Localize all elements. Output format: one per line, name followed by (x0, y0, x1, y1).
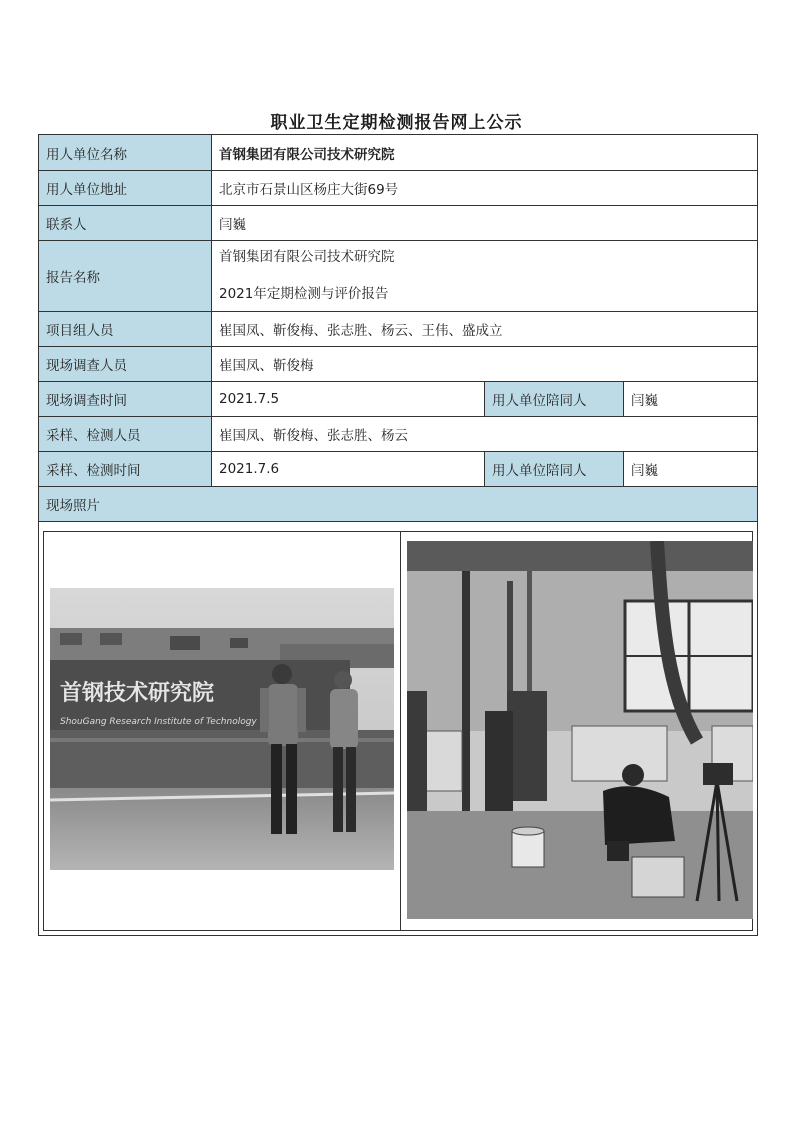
photo-sampling-site (407, 541, 753, 919)
survey-staff-label: 现场调查人员 (39, 347, 212, 382)
project-members-value: 崔国凤、靳俊梅、张志胜、杨云、王伟、盛成立 (212, 312, 758, 347)
survey-escort-value: 闫巍 (624, 382, 758, 417)
project-members-label: 项目组人员 (39, 312, 212, 347)
contact-value: 闫巍 (212, 206, 758, 241)
employer-address-value: 北京市石景山区杨庄大街69号 (212, 171, 758, 206)
photo-entrance-sign (50, 588, 394, 870)
sign-subtext: ShouGang Research Institute of Technology (60, 717, 257, 727)
photos-cell (39, 522, 758, 936)
row-survey-staff (39, 347, 758, 382)
survey-time-label: 现场调查时间 (39, 382, 212, 417)
report-name-value (212, 241, 758, 312)
employer-name-label: 用人单位名称 (39, 135, 212, 171)
photo-right-panel (401, 532, 752, 930)
row-photos-header (39, 487, 758, 522)
row-employer-name (39, 135, 758, 171)
report-name-label: 报告名称 (39, 241, 212, 312)
photos-frame (43, 531, 753, 931)
survey-staff-value: 崔国凤、靳俊梅 (212, 347, 758, 382)
survey-escort-label: 用人单位陪同人 (485, 382, 624, 417)
row-survey-time (39, 382, 758, 417)
survey-time-value: 2021.7.5 (212, 382, 485, 417)
photo-left-panel (44, 532, 401, 930)
contact-label: 联系人 (39, 206, 212, 241)
sampling-escort-label: 用人单位陪同人 (485, 452, 624, 487)
sampling-time-value: 2021.7.6 (212, 452, 485, 487)
row-project-members (39, 312, 758, 347)
report-name-line-2: 2021年定期检测与评价报告 (219, 286, 389, 302)
row-sampling-staff (39, 417, 758, 452)
sampling-escort-value: 闫巍 (624, 452, 758, 487)
sampling-staff-value: 崔国凤、靳俊梅、张志胜、杨云 (212, 417, 758, 452)
row-employer-address (39, 171, 758, 206)
row-photos (39, 522, 758, 936)
report-name-line-1: 首钢集团有限公司技术研究院 (219, 249, 395, 265)
page-title: 职业卫生定期检测报告网上公示 (270, 113, 523, 133)
report-table (38, 134, 758, 936)
employer-address-label: 用人单位地址 (39, 171, 212, 206)
row-contact (39, 206, 758, 241)
sampling-time-label: 采样、检测时间 (39, 452, 212, 487)
photos-label: 现场照片 (39, 487, 758, 522)
employer-name-value: 首钢集团有限公司技术研究院 (212, 135, 758, 171)
sign-text: 首钢技术研究院 (60, 681, 215, 706)
row-report-name (39, 241, 758, 312)
sampling-staff-label: 采样、检测人员 (39, 417, 212, 452)
row-sampling-time (39, 452, 758, 487)
